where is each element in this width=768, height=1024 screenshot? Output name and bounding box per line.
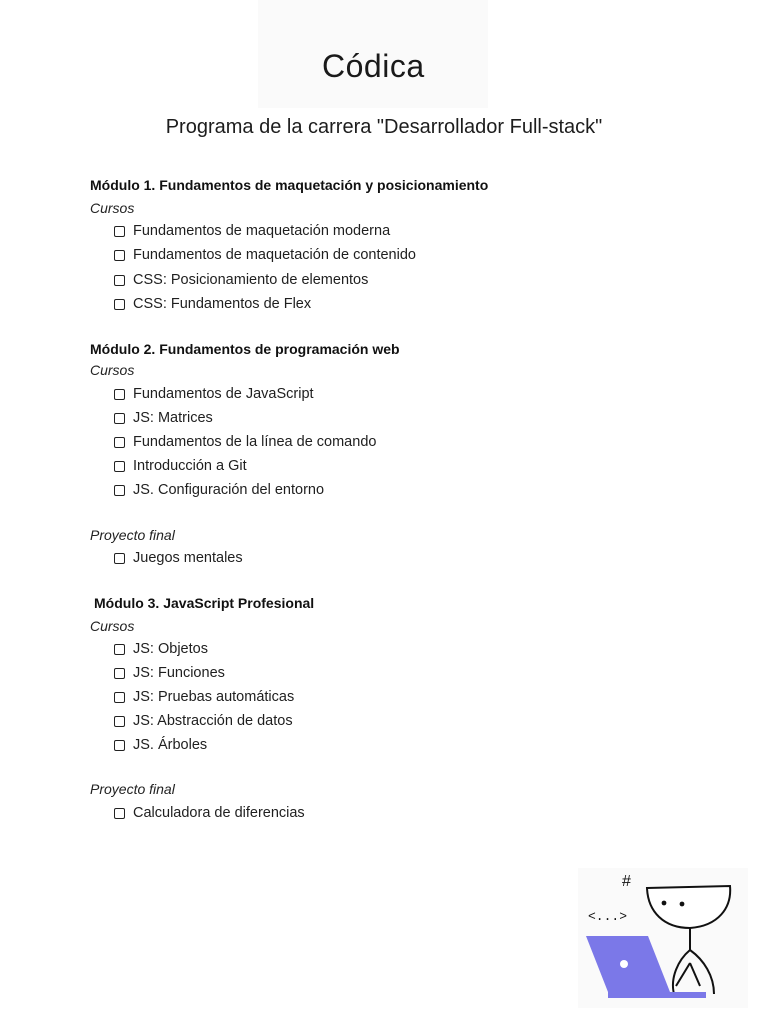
module-1-heading: Módulo 1. Fundamentos de maquetación y posicionamiento — [90, 177, 489, 193]
code-symbol: <...> — [588, 909, 628, 924]
course-item[interactable] — [114, 294, 311, 314]
checkbox[interactable] — [114, 461, 125, 472]
checkbox[interactable] — [114, 740, 125, 751]
checkbox[interactable] — [114, 413, 125, 424]
checkbox[interactable] — [114, 808, 125, 819]
checkbox[interactable] — [114, 389, 125, 400]
checkbox[interactable] — [114, 275, 125, 286]
course-item[interactable] — [114, 687, 294, 707]
brand-logo: Códica — [322, 48, 425, 84]
body-left — [673, 950, 690, 994]
checkbox[interactable] — [114, 226, 125, 237]
course-label: JS. Árboles — [133, 737, 208, 753]
course-item[interactable] — [114, 408, 213, 428]
course-item[interactable] — [114, 711, 293, 731]
eye-right — [680, 902, 685, 907]
checkbox[interactable] — [114, 644, 125, 655]
module-2-courses-label: Cursos — [90, 362, 135, 378]
page-title: Programa de la carrera "Desarrollador Full-stack" — [165, 116, 603, 138]
course-label: JS. Configuración del entorno — [133, 482, 325, 498]
head-shape — [647, 886, 730, 928]
project-item[interactable] — [114, 548, 243, 568]
checkbox[interactable] — [114, 437, 125, 448]
course-item[interactable] — [114, 221, 390, 241]
module-2-final-project-label: Proyecto final — [90, 527, 175, 543]
hash-symbol: # — [622, 873, 631, 890]
course-label: JS: Abstracción de datos — [133, 713, 293, 729]
course-item[interactable] — [114, 663, 225, 683]
course-item[interactable] — [114, 639, 208, 659]
course-item[interactable] — [114, 432, 376, 452]
course-label: CSS: Fundamentos de Flex — [133, 296, 312, 312]
project-item[interactable] — [114, 803, 305, 823]
course-item[interactable] — [114, 735, 207, 755]
module-1-courses-label: Cursos — [90, 200, 135, 216]
project-label: Juegos mentales — [133, 550, 243, 566]
course-label: JS: Objetos — [133, 641, 208, 657]
developer-laptop-icon — [578, 868, 748, 1008]
course-item[interactable] — [114, 456, 247, 476]
checkbox[interactable] — [114, 716, 125, 727]
module-3-heading: Módulo 3. JavaScript Profesional — [94, 595, 315, 611]
course-label: Fundamentos de JavaScript — [133, 386, 314, 402]
course-label: JS: Pruebas automáticas — [133, 689, 295, 705]
checkbox[interactable] — [114, 553, 125, 564]
course-label: Fundamentos de maquetación moderna — [133, 223, 391, 239]
course-item[interactable] — [114, 245, 416, 265]
checkbox[interactable] — [114, 299, 125, 310]
course-label: JS: Funciones — [133, 665, 225, 681]
checkbox[interactable] — [114, 485, 125, 496]
module-3-courses-label: Cursos — [90, 618, 135, 634]
course-item[interactable] — [114, 480, 324, 500]
course-item[interactable] — [114, 384, 314, 404]
laptop-logo — [620, 960, 628, 968]
eye-left — [662, 901, 667, 906]
course-item[interactable] — [114, 270, 368, 290]
module-2-heading: Módulo 2. Fundamentos de programación web — [90, 341, 400, 357]
course-label: CSS: Posicionamiento de elementos — [133, 272, 369, 288]
laptop-base — [608, 992, 706, 998]
checkbox[interactable] — [114, 668, 125, 679]
arms — [676, 963, 700, 986]
checkbox[interactable] — [114, 250, 125, 261]
course-label: Fundamentos de maquetación de contenido — [133, 247, 416, 263]
course-label: Fundamentos de la línea de comando — [133, 434, 377, 450]
project-label: Calculadora de diferencias — [133, 805, 305, 821]
course-label: JS: Matrices — [133, 410, 213, 426]
course-label: Introducción a Git — [133, 458, 247, 474]
developer-illustration — [578, 868, 748, 1008]
checkbox[interactable] — [114, 692, 125, 703]
module-3-final-project-label: Proyecto final — [90, 781, 175, 797]
